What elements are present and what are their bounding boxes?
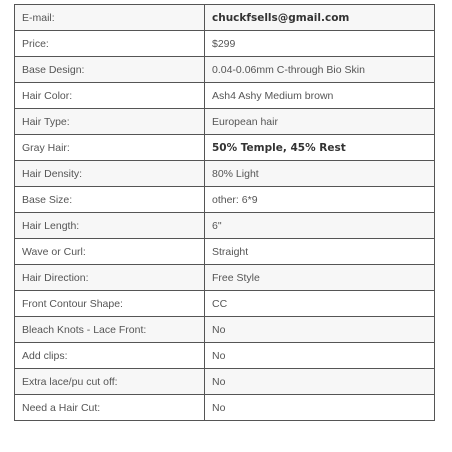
table-row-hair-direction	[15, 265, 435, 291]
row-label: Gray Hair:	[15, 135, 205, 161]
row-label: Extra lace/pu cut off:	[15, 369, 205, 395]
row-value: No	[205, 395, 435, 421]
order-spec-table	[14, 4, 435, 421]
row-label: Add clips:	[15, 343, 205, 369]
row-label: Bleach Knots - Lace Front:	[15, 317, 205, 343]
row-label: Wave or Curl:	[15, 239, 205, 265]
row-value: No	[205, 317, 435, 343]
row-value: 80% Light	[205, 161, 435, 187]
row-value: Straight	[205, 239, 435, 265]
table-row-bleach-knots	[15, 317, 435, 343]
row-label: Hair Length:	[15, 213, 205, 239]
row-value: 0.04-0.06mm C-through Bio Skin	[205, 57, 435, 83]
table-row-email	[15, 5, 435, 31]
row-label: Base Design:	[15, 57, 205, 83]
table-row-add-clips	[15, 343, 435, 369]
row-label: Base Size:	[15, 187, 205, 213]
table-row-gray-hair	[15, 135, 435, 161]
row-label: Hair Type:	[15, 109, 205, 135]
row-value: Free Style	[205, 265, 435, 291]
table-row-base-size	[15, 187, 435, 213]
table-row-front-contour-shape	[15, 291, 435, 317]
row-value: chuckfsells@gmail.com	[205, 5, 435, 31]
row-value: CC	[205, 291, 435, 317]
table-row-hair-color	[15, 83, 435, 109]
table-row-base-design	[15, 57, 435, 83]
row-value: No	[205, 369, 435, 395]
row-value: 6"	[205, 213, 435, 239]
row-label: Hair Color:	[15, 83, 205, 109]
row-label: E-mail:	[15, 5, 205, 31]
row-label: Hair Density:	[15, 161, 205, 187]
row-label: Need a Hair Cut:	[15, 395, 205, 421]
row-label: Hair Direction:	[15, 265, 205, 291]
row-value: $299	[205, 31, 435, 57]
row-value: 50% Temple, 45% Rest	[205, 135, 435, 161]
row-value: Ash4 Ashy Medium brown	[205, 83, 435, 109]
table-row-extra-lace-cut-off	[15, 369, 435, 395]
row-value: European hair	[205, 109, 435, 135]
order-spec-container	[14, 4, 435, 421]
row-value: No	[205, 343, 435, 369]
table-row-hair-type	[15, 109, 435, 135]
table-row-wave-or-curl	[15, 239, 435, 265]
table-row-need-hair-cut	[15, 395, 435, 421]
row-label: Front Contour Shape:	[15, 291, 205, 317]
row-value: other: 6*9	[205, 187, 435, 213]
table-row-hair-length	[15, 213, 435, 239]
row-label: Price:	[15, 31, 205, 57]
table-row-hair-density	[15, 161, 435, 187]
table-row-price	[15, 31, 435, 57]
